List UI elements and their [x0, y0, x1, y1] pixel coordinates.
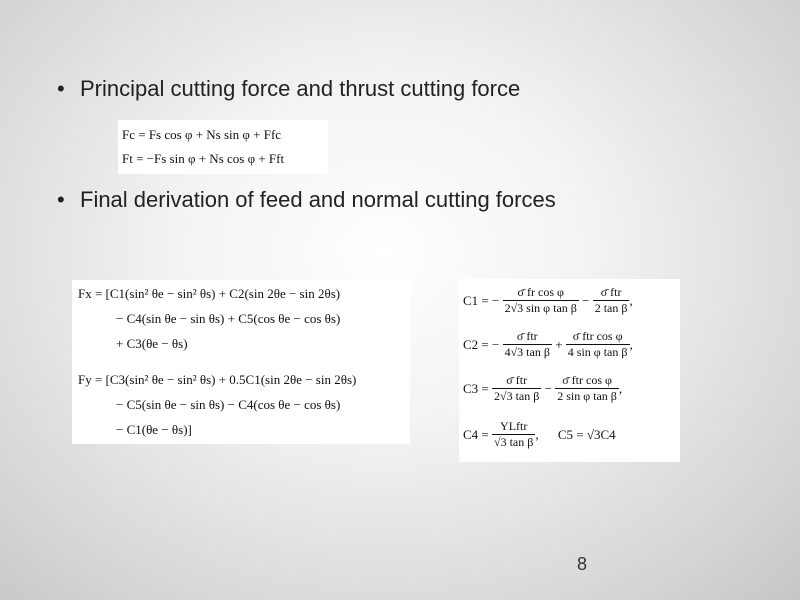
c1-f1-numerator: σ̄ fr cos φ — [503, 285, 579, 301]
c4-fraction — [492, 419, 535, 450]
c1-f1-denominator: 2√3 sin φ tan β — [504, 301, 577, 315]
c5-equation: C5 = √3C4 — [557, 426, 616, 442]
c1-fraction-1 — [503, 285, 579, 316]
c2-fraction-1 — [503, 329, 552, 360]
c2-f1-denominator: 4√3 tan β — [504, 345, 550, 359]
c2-f2-numerator: σ̄ ftr cos φ — [566, 329, 630, 345]
c3-fraction-2 — [555, 373, 619, 404]
equation-ft: Ft = −Fs sin φ + Ns cos φ + Fft — [122, 151, 285, 166]
equation-fx-line2: − C4(sin θe − sin θs) + C5(cos θe − cos θs) — [116, 311, 341, 326]
c3-f1-numerator: σ̄ ftr — [492, 373, 541, 389]
c3-lhs: C3 = — [463, 380, 489, 396]
c3-f2-denominator: 2 sin φ tan β — [557, 389, 617, 403]
c4-tail: , — [535, 426, 539, 442]
c2-f1-numerator: σ̄ ftr — [503, 329, 552, 345]
c3-tail: , — [618, 380, 623, 396]
c3-operator: − — [544, 380, 552, 396]
c3-fraction-1 — [492, 373, 541, 404]
c2-operator: + — [555, 336, 563, 352]
equation-fy-line1: Fy = [C3(sin² θe − sin² θs) + 0.5C1(sin 2θe − sin 2θs) — [78, 372, 357, 387]
bullet-text: Final derivation of feed and normal cutting forces — [80, 187, 556, 212]
equation-c4-c5 — [463, 419, 616, 450]
equation-fc: Fc = Fs cos φ + Ns sin φ + Ffc — [122, 127, 282, 142]
feed-normal-force-equations — [72, 280, 410, 444]
c3-f2-numerator: σ̄ ftr cos φ — [555, 373, 619, 389]
equation-fy-line3: − C1(θe − θs)] — [116, 422, 192, 437]
c1-lhs: C1 = − — [463, 292, 500, 308]
c1-fraction-2 — [593, 285, 633, 316]
c2-f2-denominator: 4 sin φ tan β — [567, 345, 628, 359]
c2-lhs: C2 = − — [463, 336, 500, 352]
c4-denominator: √3 tan β — [494, 435, 534, 449]
c4-lhs: C4 = — [463, 426, 489, 442]
c1-f2-numerator: σ̄ ftr — [593, 285, 630, 301]
equation-c2 — [463, 329, 633, 360]
bullet-text: Principal cutting force and thrust cutting force — [80, 76, 521, 101]
coefficient-equations — [459, 279, 680, 462]
page-number: 8 — [577, 554, 588, 574]
c1-f2-denominator: 2 tan β — [594, 301, 628, 315]
bullet-dot: • — [57, 76, 65, 101]
bullet-dot: • — [57, 187, 65, 212]
equation-fx-line3: + C3(θe − θs) — [116, 336, 188, 351]
c2-tail: , — [629, 336, 633, 352]
equation-c3 — [463, 373, 622, 404]
c2-fraction-2 — [566, 329, 630, 360]
equation-fy-line2: − C5(sin θe − sin θs) − C4(cos θe − cos θs) — [116, 397, 341, 412]
c4-numerator: YLftr — [492, 419, 535, 435]
equation-fx-line1: Fx = [C1(sin² θe − sin² θs) + C2(sin 2θe − sin 2θs) — [78, 286, 341, 301]
c1-operator: − — [582, 292, 590, 308]
c1-tail: , — [629, 292, 633, 308]
cutting-force-equations — [118, 120, 328, 174]
c3-f1-denominator: 2√3 tan β — [494, 389, 540, 403]
equation-c1 — [463, 285, 633, 316]
